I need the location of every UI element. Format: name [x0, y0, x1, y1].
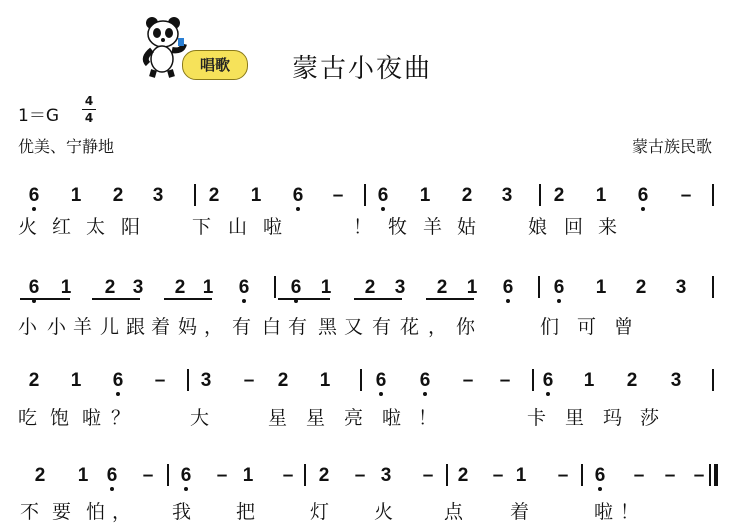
lyric-char: 羊: [73, 316, 93, 338]
note: 6: [419, 370, 431, 391]
note: 6: [238, 277, 250, 298]
lyric-char: 我: [172, 501, 192, 523]
note: 3: [670, 370, 682, 391]
note: 3: [132, 277, 144, 298]
note: 2: [364, 277, 376, 298]
lyric-char: 曾: [614, 316, 634, 338]
note: 6: [377, 185, 389, 206]
note: 1: [595, 277, 607, 298]
time-signature-top: 4: [84, 94, 94, 108]
lyric-char: 啦: [82, 407, 102, 429]
lyric-char: 里: [565, 407, 585, 429]
song-title: 蒙古小夜曲: [292, 54, 433, 84]
lyric-char: 回: [564, 216, 584, 238]
note: 1: [419, 185, 431, 206]
note: 1: [70, 370, 82, 391]
note: 1: [77, 465, 89, 486]
note: 1: [202, 277, 214, 298]
lyric-char: 啦: [263, 216, 283, 238]
note: 3: [675, 277, 687, 298]
note: 1: [583, 370, 595, 391]
lyric-char: 有: [232, 316, 252, 338]
lyric-char: 来: [598, 216, 618, 238]
lyric-char: 着: [510, 501, 530, 523]
lyric-char: ，: [428, 316, 448, 338]
note: 6: [637, 185, 649, 206]
note: 6: [180, 465, 192, 486]
lyric-char: 儿: [100, 316, 120, 338]
lyric-char: 着: [151, 316, 171, 338]
lyric-char: 牧: [388, 216, 408, 238]
note: 6: [502, 277, 514, 298]
composer: 蒙古族民歌: [631, 137, 712, 156]
tempo-marking: 优美、宁静地: [18, 137, 115, 156]
dash-note: –: [462, 370, 474, 391]
lyric-char: 莎: [640, 407, 660, 429]
lyric-char: 亮: [344, 407, 364, 429]
lyric-char: 又: [344, 316, 364, 338]
lyric-char: ！: [620, 501, 640, 523]
note: 1: [250, 185, 262, 206]
dash-note: –: [499, 370, 511, 391]
lyric-char: 姑: [457, 216, 477, 238]
lyric-char: 灯: [310, 501, 330, 523]
note: 1: [60, 277, 72, 298]
dash-note: –: [154, 370, 166, 391]
note: 1: [515, 465, 527, 486]
note: 3: [200, 370, 212, 391]
lyric-char: 们: [540, 316, 560, 338]
note: 2: [436, 277, 448, 298]
lyric-char: 卡: [527, 407, 547, 429]
lyric-char: 不: [20, 501, 40, 523]
lyric-char: 把: [236, 501, 256, 523]
lyric-char: 火: [18, 216, 38, 238]
lyric-char: 妈: [178, 316, 198, 338]
lyric-char: 要: [52, 501, 72, 523]
note: 1: [320, 277, 332, 298]
dash-note: –: [243, 370, 255, 391]
time-signature-bottom: 4: [84, 111, 94, 125]
dash-note: –: [633, 465, 645, 486]
note: 6: [290, 277, 302, 298]
note: 3: [152, 185, 164, 206]
note: 1: [70, 185, 82, 206]
lyric-char: 有: [288, 316, 308, 338]
lyric-char: 山: [228, 216, 248, 238]
note: 6: [553, 277, 565, 298]
note: 1: [242, 465, 254, 486]
lyric-char: 太: [86, 216, 106, 238]
lyric-char: 下: [192, 216, 212, 238]
lyric-char: 花: [400, 316, 420, 338]
dash-note: –: [680, 185, 692, 206]
note: 2: [626, 370, 638, 391]
lyric-char: 啦: [594, 501, 614, 523]
lyric-char: 有: [372, 316, 392, 338]
lyric-char: 星: [306, 407, 326, 429]
note: 2: [28, 370, 40, 391]
lyric-char: ？: [111, 407, 131, 429]
note: 6: [292, 185, 304, 206]
dash-note: –: [422, 465, 434, 486]
lyric-char: 小: [47, 316, 67, 338]
note: 2: [318, 465, 330, 486]
note: 3: [501, 185, 513, 206]
lyric-char: 娘: [528, 216, 548, 238]
lyric-char: 吃: [18, 407, 38, 429]
dash-note: –: [557, 465, 569, 486]
lyric-char: 大: [190, 407, 210, 429]
note: 2: [457, 465, 469, 486]
note: 3: [380, 465, 392, 486]
note: 6: [542, 370, 554, 391]
note: 6: [112, 370, 124, 391]
note: 1: [319, 370, 331, 391]
lyric-char: 阳: [121, 216, 141, 238]
note: 2: [174, 277, 186, 298]
note: 2: [104, 277, 116, 298]
lyric-char: 啦: [382, 407, 402, 429]
lyric-char: 你: [456, 316, 476, 338]
dash-note: –: [492, 465, 504, 486]
lyric-char: 红: [52, 216, 72, 238]
lyric-char: ，: [204, 316, 224, 338]
singing-badge: 唱歌: [182, 50, 248, 80]
lyric-char: 点: [444, 501, 464, 523]
lyric-char: 火: [374, 501, 394, 523]
dash-note: –: [693, 465, 705, 486]
note: 2: [461, 185, 473, 206]
lyric-char: 可: [577, 316, 597, 338]
note: 2: [34, 465, 46, 486]
note: 6: [594, 465, 606, 486]
dash-note: –: [282, 465, 294, 486]
note: 3: [394, 277, 406, 298]
note: 2: [112, 185, 124, 206]
lyric-char: 跟: [126, 316, 146, 338]
dash-note: –: [664, 465, 676, 486]
lyric-char: 怕: [86, 501, 106, 523]
note: 6: [106, 465, 118, 486]
lyric-char: 黑: [318, 316, 338, 338]
note: 6: [28, 185, 40, 206]
lyric-char: 小: [18, 316, 38, 338]
lyric-char: 羊: [423, 216, 443, 238]
key-signature: 1＝G: [18, 106, 59, 126]
note: 2: [635, 277, 647, 298]
lyric-char: 饱: [50, 407, 70, 429]
note: 2: [277, 370, 289, 391]
dash-note: –: [332, 185, 344, 206]
lyric-char: 星: [268, 407, 288, 429]
note: 1: [466, 277, 478, 298]
note: 6: [375, 370, 387, 391]
note: 2: [208, 185, 220, 206]
note: 6: [28, 277, 40, 298]
lyric-char: 玛: [603, 407, 623, 429]
lyric-char: ！: [418, 407, 438, 429]
dash-note: –: [142, 465, 154, 486]
dash-note: –: [354, 465, 366, 486]
dash-note: –: [216, 465, 228, 486]
note: 2: [553, 185, 565, 206]
note: 1: [595, 185, 607, 206]
lyric-char: ！: [353, 216, 373, 238]
lyric-char: ，: [112, 501, 132, 523]
lyric-char: 白: [262, 316, 282, 338]
